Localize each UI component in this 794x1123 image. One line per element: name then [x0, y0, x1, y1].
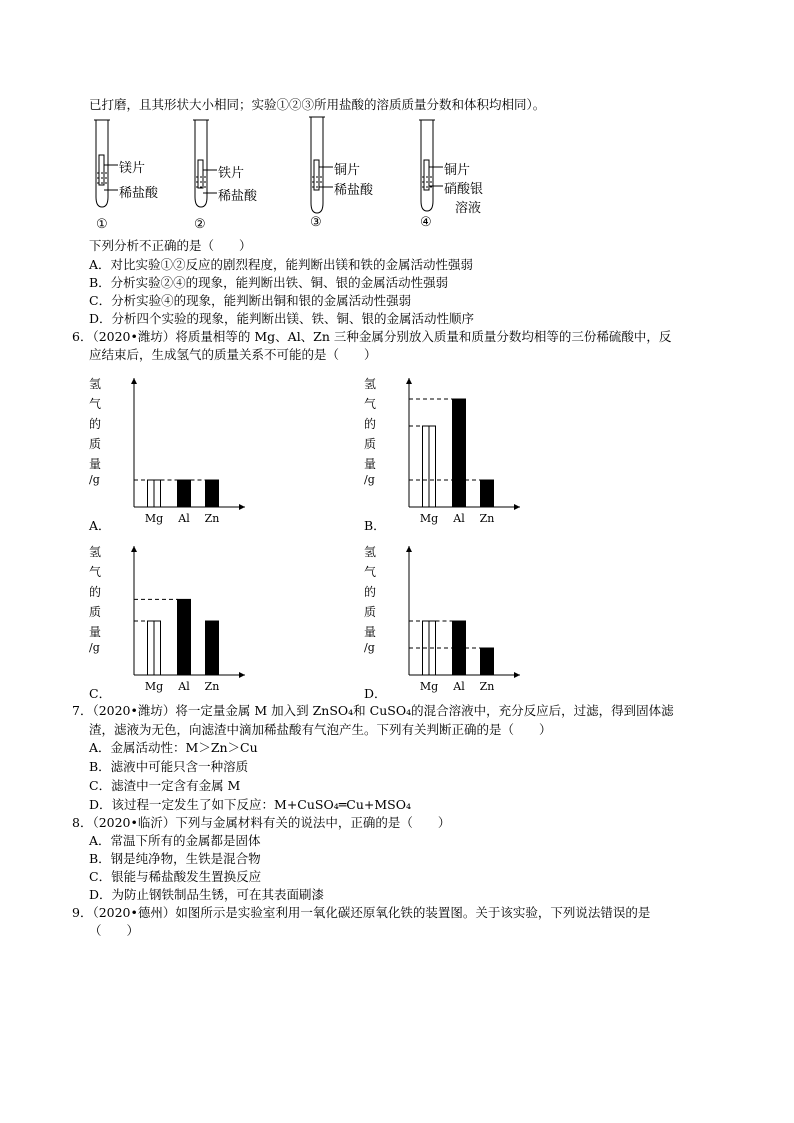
x-tick-label: Mg — [419, 680, 439, 693]
y-axis-label-char: 气 — [88, 397, 101, 411]
test-tubes-figure — [0, 115, 794, 235]
x-tick-label: Mg — [419, 512, 439, 525]
bar-chart-svg — [385, 538, 535, 698]
test-tube-4 — [419, 120, 443, 211]
x-axis-arrow — [239, 672, 245, 678]
tube-4-number: ④ — [420, 215, 432, 230]
y-axis-unit: /g — [89, 473, 100, 486]
y-axis-label-char: 氢 — [88, 545, 101, 559]
y-axis-label-char: 量 — [88, 625, 101, 639]
y-axis-unit: /g — [89, 641, 100, 654]
q9-stem-line1: 9．（2020•德州）如图所示是实验室利用一氧化碳还原氧化铁的装置图。关于该实验，下列说法错误的是 — [72, 905, 651, 920]
y-axis-label-char: 气 — [88, 565, 101, 579]
y-axis-label-char: 量 — [88, 457, 101, 471]
test-tube-1 — [94, 120, 118, 207]
y-axis-label-char: 气 — [363, 565, 376, 579]
y-axis-arrow — [131, 378, 137, 384]
y-axis-label-char: 氢 — [363, 377, 376, 391]
bar-al — [178, 599, 191, 675]
y-axis-unit: /g — [364, 473, 375, 486]
y-axis-label-char: 的 — [88, 417, 101, 431]
q6-option-b-letter: B． — [364, 518, 386, 533]
tube-2-number: ② — [194, 217, 206, 232]
bar-zn — [481, 480, 494, 507]
tube-3-label-acid: 稀盐酸 — [334, 183, 374, 198]
q7-option-b: B．滤液中可能只含一种溶质 — [89, 759, 249, 774]
tube-2-label-acid: 稀盐酸 — [218, 189, 258, 204]
q5-option-c: C．分析实验④的现象，能判断出铜和银的金属活动性强弱 — [89, 293, 412, 308]
y-axis-label-char: 量 — [363, 625, 376, 639]
bar-zn — [206, 621, 219, 675]
q8-option-c: C．银能与稀盐酸发生置换反应 — [89, 869, 262, 884]
y-axis-label-char: 的 — [363, 585, 376, 599]
x-tick-label: Al — [453, 512, 465, 525]
y-axis-arrow — [406, 378, 412, 384]
bar-al — [453, 399, 466, 507]
q8-option-a: A．常温下所有的金属都是固体 — [89, 833, 261, 848]
q6-option-d-letter: D． — [364, 686, 387, 701]
test-tube-3 — [309, 117, 333, 213]
chart-option-a — [88, 370, 260, 530]
q5-stem: 下列分析不正确的是（ ） — [89, 238, 252, 253]
q6-stem-line1: 6．（2020•潍坊）将质量相等的 Mg、Al、Zn 三种金属分别放入质量和质量分数均相等的三份稀硫酸中，反 — [72, 329, 672, 344]
y-axis-label-char: 气 — [363, 397, 376, 411]
q8-option-d: D．为防止钢铁制品生锈，可在其表面刷漆 — [89, 887, 325, 902]
bar-al — [178, 480, 191, 507]
y-axis-label-char: 质 — [363, 605, 376, 619]
q8-option-b: B．钢是纯净物，生铁是混合物 — [89, 851, 261, 866]
q6-option-a-letter: A． — [89, 518, 111, 533]
q5-option-a: A．对比实验①②反应的剧烈程度，能判断出镁和铁的金属活动性强弱 — [89, 257, 474, 272]
tube-4-label-metal: 铜片 — [444, 163, 471, 178]
q9-stem-line2: （ ） — [89, 923, 140, 938]
y-axis-label-char: 质 — [88, 605, 101, 619]
q8-stem: 8．（2020•临沂）下列与金属材料有关的说法中，正确的是（ ） — [72, 815, 451, 830]
tube-2-label-metal: 铁片 — [218, 166, 245, 181]
x-tick-label: Al — [178, 512, 190, 525]
x-axis-arrow — [514, 504, 520, 510]
x-tick-label: Zn — [204, 512, 220, 525]
y-axis-label-char: 氢 — [363, 545, 376, 559]
q7-option-c: C．滤渣中一定含有金属 M — [89, 778, 241, 793]
x-tick-label: Mg — [144, 512, 164, 525]
q7-stem-line2: 渣，滤液为无色，向滤渣中滴加稀盐酸有气泡产生。下列有关判断正确的是（ ） — [89, 722, 552, 737]
tube-4-label-solution-2: 溶液 — [455, 201, 482, 216]
chart-option-d — [363, 538, 535, 698]
y-axis-label-char: 的 — [88, 585, 101, 599]
tube-1-number: ① — [96, 217, 108, 232]
test-tube-2 — [193, 120, 217, 207]
x-tick-label: Mg — [144, 680, 164, 693]
intro-line: 已打磨，且其形状大小相同；实验①②③所用盐酸的溶质质量分数和体积均相同）。 — [89, 97, 546, 112]
q7-stem-line1: 7．（2020•潍坊）将一定量金属 M 加入到 ZnSO₄和 CuSO₄的混合溶液中，充分反应后，过滤，得到固体滤 — [72, 703, 674, 718]
y-axis-arrow — [131, 546, 137, 552]
x-axis-arrow — [239, 504, 245, 510]
tube-3-number: ③ — [310, 215, 322, 230]
q7-option-a: A．金属活动性：M＞Zn＞Cu — [89, 740, 258, 755]
y-axis-arrow — [406, 546, 412, 552]
x-tick-label: Zn — [479, 680, 495, 693]
tube-1-label-acid: 稀盐酸 — [119, 186, 159, 201]
y-axis-label-char: 质 — [363, 437, 376, 451]
tube-4-label-solution: 硝酸银 — [444, 182, 484, 197]
y-axis-label-char: 氢 — [88, 377, 101, 391]
bar-chart-svg — [110, 538, 260, 698]
q6-stem-line2: 应结束后，生成氢气的质量关系不可能的是（ ） — [89, 347, 377, 362]
chart-option-b — [363, 370, 535, 530]
chart-option-c — [88, 538, 260, 698]
x-tick-label: Zn — [204, 680, 220, 693]
bar-chart-svg — [110, 370, 260, 530]
x-tick-label: Al — [453, 680, 465, 693]
tube-1-label-metal: 镁片 — [119, 161, 146, 176]
tube-3-label-metal: 铜片 — [334, 163, 361, 178]
y-axis-label-char: 的 — [363, 417, 376, 431]
y-axis-label-char: 质 — [88, 437, 101, 451]
bar-zn — [206, 480, 219, 507]
q7-option-d: D．该过程一定发生了如下反应：M+CuSO₄═Cu+MSO₄ — [89, 797, 411, 812]
y-axis-unit: /g — [364, 641, 375, 654]
x-tick-label: Zn — [479, 512, 495, 525]
x-tick-label: Al — [178, 680, 190, 693]
bar-chart-svg — [385, 370, 535, 530]
bar-zn — [481, 648, 494, 675]
q6-option-c-letter: C． — [89, 686, 112, 701]
q5-option-d: D．分析四个实验的现象，能判断出镁、铁、铜、银的金属活动性顺序 — [89, 311, 475, 326]
x-axis-arrow — [514, 672, 520, 678]
q5-option-b: B．分析实验②④的现象，能判断出铁、铜、银的金属活动性强弱 — [89, 275, 449, 290]
y-axis-label-char: 量 — [363, 457, 376, 471]
